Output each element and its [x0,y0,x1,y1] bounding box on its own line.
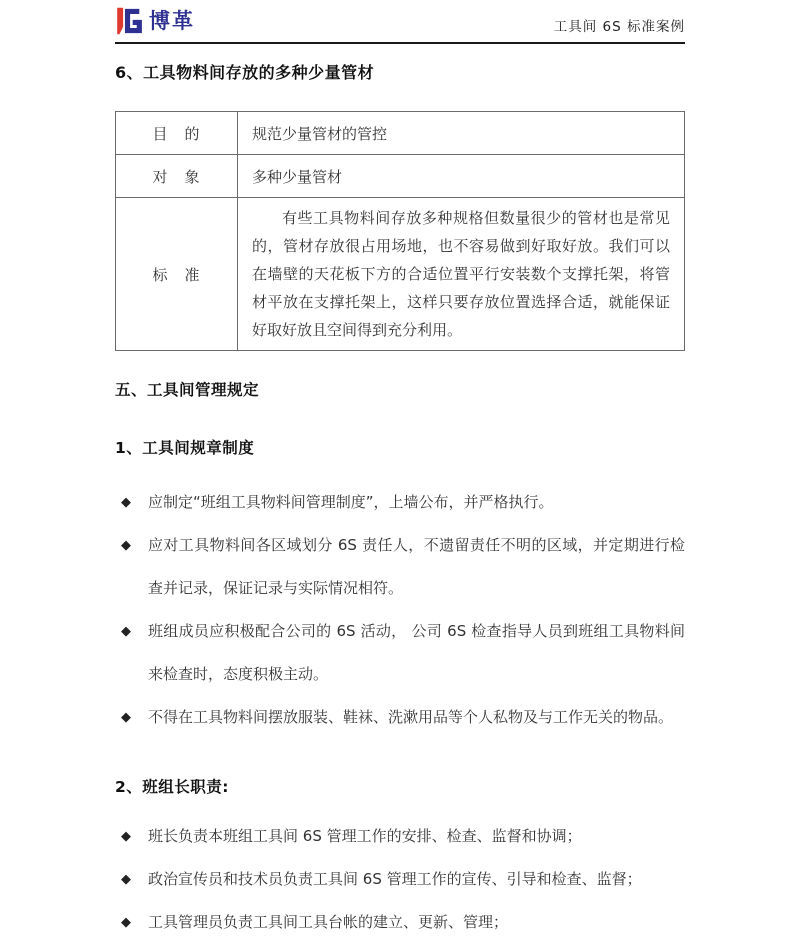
table-row-value [238,198,685,351]
diamond-bullet-icon: ◆ [121,915,131,930]
list-item-text: 不得在工具物料间摆放服装、鞋袜、洗漱用品等个人私物及与工作无关的物品。 [148,708,674,726]
diamond-bullet-icon: ◆ [121,872,131,887]
logo-text: 博革 [149,8,195,33]
list-item [115,815,685,858]
list-item [115,858,685,901]
spec-table [115,111,685,351]
company-logo [115,6,195,36]
standard-paragraph: 有些工具物料间存放多种规格但数量很少的管材也是常见的，管材存放很占用场地，也不容易做到好取好放。我们可以在墙壁的天花板下方的合适位置平行安装数个支撑托架，将管材平放在支撑托架上，这样只要存放位置选择合适，就能保证好取好放且空间得到充分利用。 [252,209,670,339]
list-item [115,481,685,524]
table-row [116,198,685,351]
list-item-text: 应制定“班组工具物料间管理制度”，上墙公布，并严格执行。 [148,493,554,511]
list-item [115,524,685,610]
logo-blue-g [128,11,140,30]
subsection1-heading: 1、工具间规章制度 [115,439,255,457]
table-row-value: 规范少量管材的管控 [238,112,685,155]
diamond-bullet-icon: ◆ [121,624,131,639]
section5-heading: 五、工具间管理规定 [115,381,260,399]
page-header [115,0,685,44]
diamond-bullet-icon: ◆ [121,829,131,844]
duties-list [115,815,685,944]
list-item-text: 应对工具物料间各区域划分 6S 责任人，不遗留责任不明的区域，并定期进行检查并记录，保证记录与实际情况相符。 [148,536,685,597]
list-item-text: 工具管理员负责工具间工具台帐的建立、更新、管理； [148,913,509,931]
list-item-text: 班组成员应积极配合公司的 6S 活动， 公司 6S 检查指导人员到班组工具物料间来检查时，态度积极主动。 [148,622,685,683]
table-row-value: 多种少量管材 [238,155,685,198]
document-title: 工具间 6S 标准案例 [553,19,685,35]
table-row-label: 对 象 [116,155,238,198]
list-item [115,901,685,944]
list-item-text: 政治宣传员和技术员负责工具间 6S 管理工作的宣传、引导和检查、监督； [148,870,642,888]
table-row-label: 目 的 [116,112,238,155]
list-item-text: 班长负责本班组工具间 6S 管理工作的安排、检查、监督和协调； [148,827,582,845]
diamond-bullet-icon: ◆ [121,495,131,510]
table-row-label: 标 准 [116,198,238,351]
list-item [115,610,685,696]
diamond-bullet-icon: ◆ [121,710,131,725]
table-row [116,112,685,155]
subsection2-heading: 2、班组长职责: [115,778,229,796]
rules-list [115,481,685,739]
bogee-logo-icon [115,6,143,36]
logo-red-bar [117,8,123,35]
table-row [116,155,685,198]
section6-heading: 6、工具物料间存放的多种少量管材 [115,63,375,82]
list-item [115,696,685,739]
diamond-bullet-icon: ◆ [121,538,131,553]
